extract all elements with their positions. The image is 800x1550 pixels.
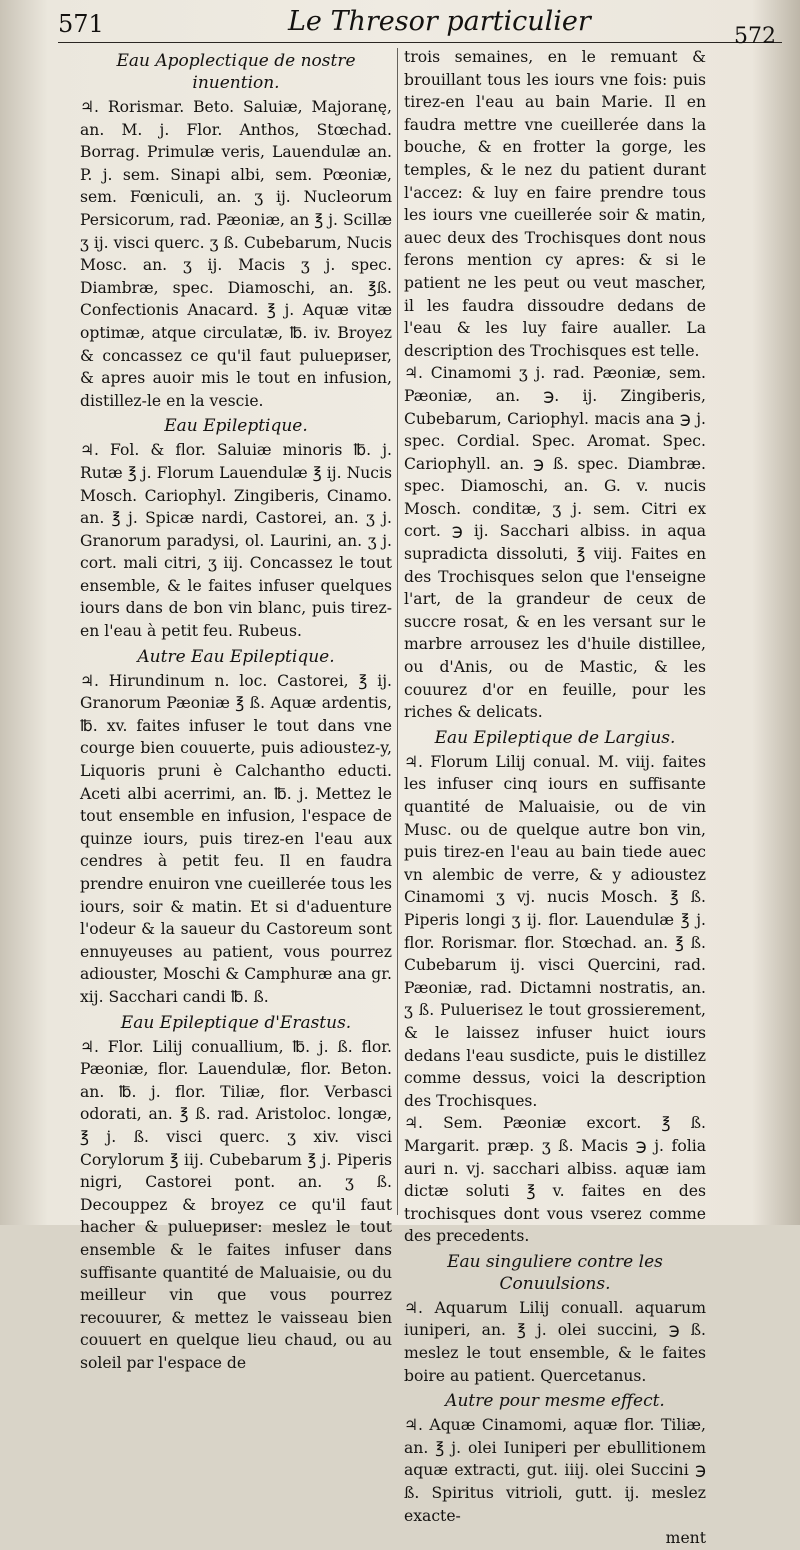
running-header [58,6,782,49]
section-heading: Eau singuliere contre les Conuulsions. [447,1251,663,1294]
right-column [404,46,706,1548]
left-column [80,46,392,1372]
recipe-paragraph: trois semaines, en le remuant & brouillant tous les iours vne fois: puis tirez-en l'eau au bain Marie. Il en faudra mettre vne cueillerée dans la bouche, & en frotter la gorge, les temples, & le nez du patient durant l'accez: & luy en faire prendre tous les iours vne cueillerée soir & matin, auec deux des Trochisques dont nous ferons mention cy apres: & si le patient ne les peut ou veut mascher, il les faudra dissoudre dedans de l'eau & les luy faire aualler. La description des Trochisques est telle. [404,48,706,360]
recipe-paragraph: ♃. Fol. & flor. Saluiæ minoris ℔. j. Rutæ ℥ j. Florum Lauendulæ ℥ ij. Nucis Mosch. Cariophyl. Zingiberis, Cinamo. an. ℥ j. Spicæ nardi, Castorei, an. ʒ j. Granorum paradysi, ol. Laurini, an. ʒ j. cort. mali citri, ʒ iij. Concassez le tout ensemble, & le faites infuser quelques iours dans de bon vin blanc, puis tirez-en l'eau à petit feu. Rubeus. [80,441,392,641]
section-heading: Eau Epileptique de Largius. [434,727,676,748]
section-heading: Eau Apoplectique de nostre inuention. [116,51,356,93]
recipe-paragraph: ♃. Florum Lilij conual. M. viij. faites les infuser cinq iours en suffisante quantité de Maluaisie, ou de vin Musc. ou de quelque autre bon vin, puis tirez-en l'eau au bain tiede auec vn alembic de verre, & y adioustez Cinamomi ʒ vj. nucis Mosch. ℥ ß. Piperis longi ʒ ij. flor. Lauendulæ ℥ j. flor. Rorismar. flor. Stœchad. an. ℥ ß. Cubebarum ij. visci Quercini, rad. Pæoniæ, rad. Dictamni nostratis, an. ʒ ß. Puluerisez le tout grossierement, & le laissez infuser huict iours dedans l'eau susdicte, puis le distillez comme dessus, voici la description des Trochisques. [404,752,706,1110]
recipe-paragraph: ♃. Flor. Lilij conuallium, ℔. j. ß. flor. Pæoniæ, flor. Lauendulæ, flor. Beton. an. ℔. j. flor. Tiliæ, flor. Verbasci odorati, an. ℥ ß. rad. Aristoloc. longæ, ℥ j. ß. visci querc. ʒ xiv. visci Corylorum ℥ iij. Cubebarum ℥ j. Piperis nigri, Castorei pont. an. ʒ ß. Decouppez & broyez ce qu'il faut hacher & puluериser: meslez le tout ensemble & le faites infuser dans suffisante quantité de Maluaisie, ou du meilleur vin que vous pourrez recouurer, & mettez le vaisseau bien couuert en quelque lieu chaud, ou au soleil par l'espace de [80,1037,392,1372]
recipe-paragraph: ♃. Sem. Pæoniæ excort. ℥ ß. Margarit. præp. ʒ ß. Macis ℈ j. folia auri n. vj. sacchari albiss. aquæ iam dictæ soluti ℥ v. faites en des trochisques dont vous vserez comme des precedents. [404,1114,706,1246]
recipe-paragraph: ♃. Rorismar. Beto. Saluiæ, Majoranę, an. M. j. Flor. Anthos, Stœchad. Borrag. Primulæ veris, Lauendulæ an. P. j. sem. Sinapi albi, sem. Pœoniæ, sem. Fœniculi, an. ʒ ij. Nucleorum Persicorum, rad. Pæoniæ, an ℥ j. Scillæ ʒ ij. visci querc. ʒ ß. Cubebarum, Nucis Mosc. an. ʒ ij. Macis ʒ j. spec. Diambræ, spec. Diamoschi, an. ℥ß. Confectionis Anacard. ℥ j. Aquæ vitæ optimæ, atque circulatæ, ℔. iv. Broyez & concassez ce qu'il faut puluериser, & apres auoir mis le tout en infusion, distillez-le en la vescie. [80,98,392,410]
section-heading: Eau Epileptique. [164,416,308,437]
page-number-right: 572 [734,24,776,49]
running-title: Le Thresor particulier [288,6,591,37]
section-heading: Eau Epileptique d'Erastus. [120,1012,352,1033]
page-number-left: 571 [58,10,104,38]
recipe-paragraph: ♃. Cinamomi ʒ j. rad. Pæoniæ, sem. Pæoniæ, an. ℈. ij. Zingiberis, Cubebarum, Cariophyl. macis ana ℈ j. spec. Cordial. Spec. Aromat. Spec. Cariophyll. an. ℈ ß. spec. Diambræ. spec. Diamoschi, an. G. v. nucis Mosch. conditæ, ʒ j. sem. Citri ex cort. ℈ ij. Sacchari albiss. in aqua supradicta dissoluti, ℥ viij. Faites en des Trochisques selon que l'enseigne l'art, de la grandeur de ceux de succre rosat, & en les versant sur le marbre arrousez les d'huile distillee, ou d'Anis, ou de Mastic, & les couurez d'or en feuille, pour les riches & delicats. [404,364,706,722]
section-heading: Autre Eau Epileptique. [137,646,335,667]
recipe-paragraph: ♃. Aquæ Cinamomi, aquæ flor. Tiliæ, an. ℥ j. olei Iuniperi per ebullitionem aquæ extracti, gut. iiij. olei Succini ℈ ß. Spiritus vitrioli, gutt. ij. meslez exacte- [404,1416,706,1525]
recipe-paragraph: ♃. Aquarum Lilij conuall. aquarum iuniperi, an. ℥ j. olei succini, ℈ ß. meslez le tout ensemble, & le faites boire au patient. Quercetanus. [404,1298,706,1385]
recipe-paragraph: ♃. Hirundinum n. loc. Castorei, ℥ ij. Granorum Pæoniæ ℥ ß. Aquæ ardentis, ℔. xv. faites infuser le tout dans vne courge bien couuerte, puis adioustez-y, Liquoris pruni è Calchantho educti. Aceti albi acerrimi, an. ℔. j. Mettez le tout ensemble en infusion, l'espace de quinze iours, puis tirez-en l'eau aux cendres à petit feu. Il en faudra prendre enuiron vne cueillerée tous les iours, soir & matin. Et si d'aduenture l'odeur & la saueur du Castoreum sont ennuyeuses au patient, vous pourrez adiouster, Moschi & Camphuræ ana gr. xij. Sacchari candi ℔. ß. [80,671,392,1006]
section-heading: Autre pour mesme effect. [445,1391,665,1412]
catchword: ment [665,1529,706,1548]
column-divider [397,48,398,1215]
